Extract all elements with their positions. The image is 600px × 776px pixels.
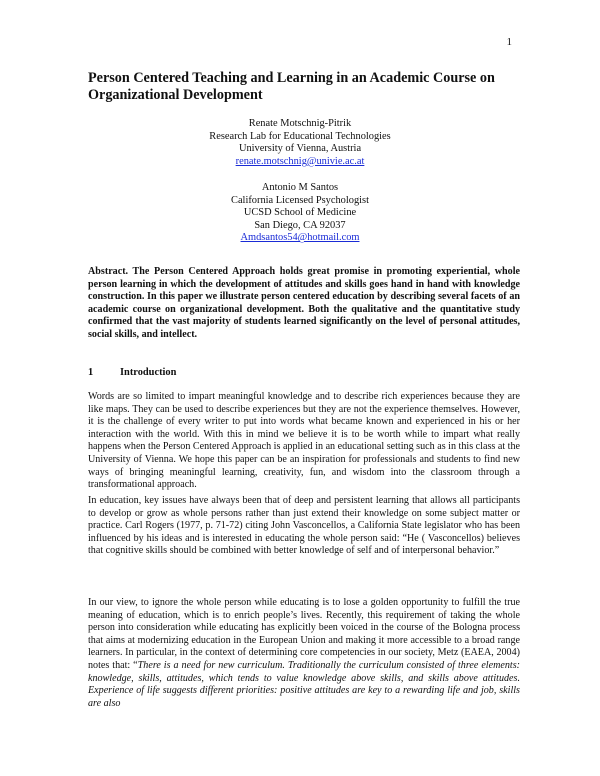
paragraph: Words are so limited to impart meaningful knowledge and to describe rich experiences because they are like maps. They can be used to describe experiences but they are not the experience themselves. However, it is the challenge of every writer to put into words what became known and experienced in his or her interaction with the world. With this in mind we believe it is to be worth while to impart what really happens when the Person Centered Approach is applied in an educational setting such as in this class at the University of Vienna. We hope this paper can be an inspiration for professionals and students to find new ways of bringing meaningful learning, creativity, fun, and wisdom into the classroom through a transformational approach. <box>88 391 520 491</box>
author-affiliation: UCSD School of Medicine <box>243 207 357 219</box>
paragraph <box>88 597 520 710</box>
author-affiliation: Research Lab for Educational Technologies <box>209 130 391 142</box>
author-name: Antonio M Santos <box>261 182 339 193</box>
author-email-link[interactable]: renate.motschnig@univie.ac.at <box>235 155 365 167</box>
author-address: San Diego, CA 92037 <box>254 219 346 231</box>
paragraph-text: In our view, to ignore the whole person while educating is to lose a golden opportunity to fulfill the true meaning of education, which is to enrich people’s lives. Recently, this requirement of taking the whole person into consideration while educating has explicitly been voiced in the course of the Bologna process that aims at modernizing education in the European Union and making it more accessible to a broad range learners. In particular, in the context of determining core competencies in our society, Metz (EAEA, 2004) notes that: “ <box>88 597 520 671</box>
page-number: 1 <box>506 36 512 48</box>
author-email-link[interactable]: Amdsantos54@hotmail.com <box>240 232 360 244</box>
section-number: 1 <box>88 367 94 378</box>
author-name: Renate Motschnig-Pitrik <box>248 118 352 129</box>
author-block-1 <box>88 118 512 168</box>
paper-title: Person Centered Teaching and Learning in an Academic Course on Organizational Development <box>88 70 495 103</box>
paragraph: In education, key issues have always been that of deep and persistent learning that allows all participants to develop or grow as whole persons rather than just extend their knowledge on some subject matter or practice. Carl Rogers (1977, p. 71-72) citing John Vasconcellos, a California State legislator who has been influenced by his ideas and is interested in educating the whole person said: “He ( Vasconcellos) believes that cognitive skills should be combined with better knowledge of self and of interpersonal behavior.” <box>88 495 520 557</box>
section-heading <box>88 367 176 378</box>
quotation-text: There is a need for new curriculum. Traditionally the curriculum consisted of three elements: knowledge, skills, attitudes, which tends to value knowledge above skills, and skills above attitudes. Experience of life suggests different priorities: positive attitudes are key to a rewarding life and job, skills are also <box>88 659 521 709</box>
author-affiliation: California Licensed Psychologist <box>231 194 369 206</box>
abstract: Abstract. The Person Centered Approach holds great promise in promoting experiential, whole person learning in which the development of attitudes and skills goes hand in hand with knowledge construction. In this paper we illustrate person centered education by describing several facets of an academic course on organizational development. Both the qualitative and the quantitative study confirmed that the vast majority of students learned significantly on the level of personal attitudes, social skills, and intellect. <box>88 266 520 340</box>
section-title: Introduction <box>120 367 177 378</box>
author-block-2 <box>88 182 512 245</box>
author-affiliation: University of Vienna, Austria <box>238 143 362 155</box>
